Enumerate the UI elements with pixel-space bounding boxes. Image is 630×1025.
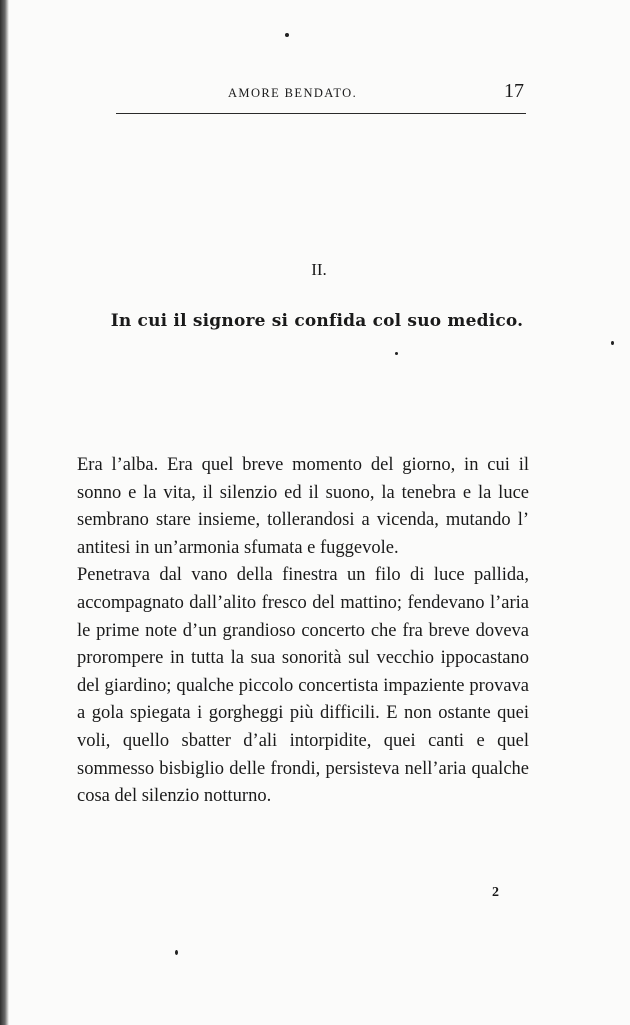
paragraph: Era l’alba. Era quel breve momento del giorno, in cui il sonno e la vita, il silenzio ed il suono, la tenebra e la luce sembrano stare insieme, tollerandosi a vicenda, mutando l’ antitesi in un’armonia sfumata e fuggevole. xyxy=(77,455,529,558)
chapter-subtitle: In cui il signore si confida col suo medico. xyxy=(110,311,524,331)
ink-speck xyxy=(395,352,398,355)
page-number: 17 xyxy=(504,80,524,102)
body-text xyxy=(77,452,529,811)
chapter-number: II. xyxy=(311,260,327,279)
running-title: AMORE BENDATO. xyxy=(228,86,358,100)
binding-edge xyxy=(0,0,9,1025)
ink-speck xyxy=(175,950,178,955)
header-rule xyxy=(116,113,526,114)
ink-speck xyxy=(285,33,289,37)
paragraph: Penetrava dal vano della finestra un filo di luce pallida, accompagnato dall’alito fresco del mattino; fendevano l’aria le prime note d’un grandioso concerto che fra breve doveva prorompere in tutta la sua sonorità sul vecchio ippocastano del giardino; qualche piccolo concertista impaziente provava a gola spiegata i gorgheggi più difficili. E non ostante quei voli, quello sbatter d’ali intorpidite, quei canti e quel sommesso bisbiglio delle frondi, persisteva nell’aria qualche cosa del silenzio notturno. xyxy=(77,565,529,807)
signature-mark: 2 xyxy=(492,885,499,900)
running-head xyxy=(0,80,630,104)
ink-speck xyxy=(611,341,614,345)
